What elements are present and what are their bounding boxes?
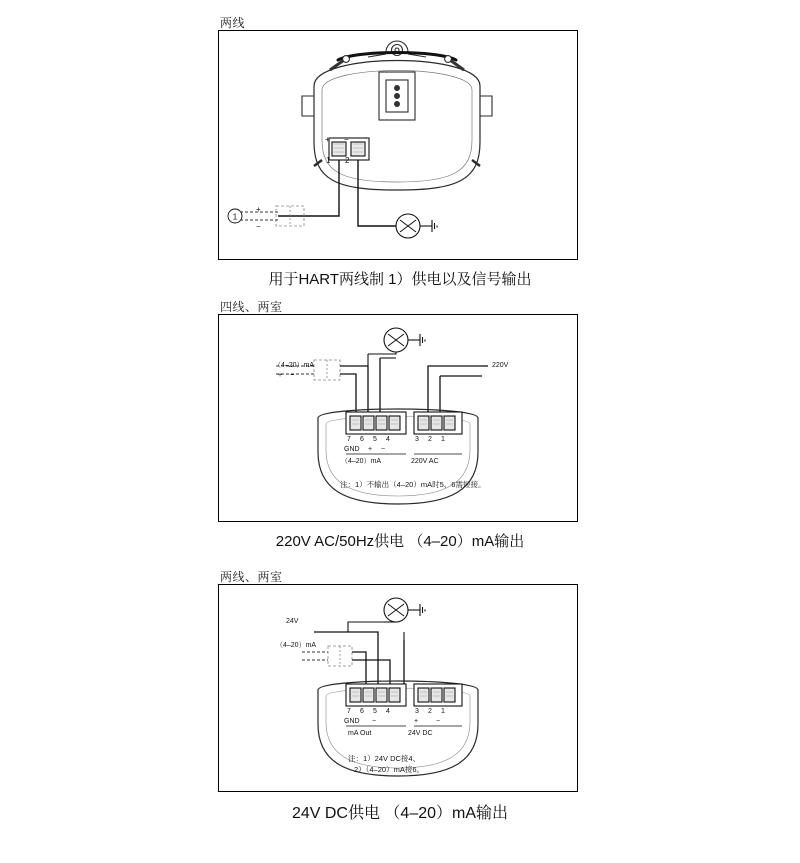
figure-caption: 220V AC/50Hz供电 （4–20）mA输出 [275, 533, 525, 550]
figure-24vdc [0, 562, 800, 852]
terminal-number-5: 5 [373, 436, 377, 443]
signal-range-label: （4–20）mA [276, 642, 317, 649]
terminal-plus-label: + [368, 446, 373, 453]
terminal-gnd-label: GND [344, 718, 360, 725]
figure-corner-label: 四线、两室 [220, 300, 283, 314]
terminal-number-2: 2 [428, 436, 432, 443]
terminal-number-1: 1 [441, 708, 445, 715]
supply-voltage-label: 220V [492, 362, 509, 369]
terminal-gnd-label: GND [344, 446, 360, 453]
signal-range-label: （4–20）mA [274, 362, 315, 369]
figure-note-line-1: 注：1）24V DC接4、 [348, 754, 421, 763]
figure-note: 注：1）不输出（4–20）mA时5、6需短接。 [340, 480, 486, 489]
terminal-number-6: 6 [360, 436, 364, 443]
terminal-number-2: 2 [345, 156, 350, 165]
terminal-number-1: 1 [441, 436, 445, 443]
group-label-220vac: 220V AC [411, 458, 439, 465]
terminal-minus-label-a: − [372, 718, 377, 725]
supply-voltage-label: 24V [286, 618, 299, 625]
terminal-number-1: 1 [326, 156, 331, 165]
figure-note-line-2: 2）（4–20）mA接6。 [354, 765, 425, 774]
wire-minus-label: − [290, 372, 295, 379]
terminal-number-3: 3 [415, 436, 419, 443]
terminal-number-6: 6 [360, 708, 364, 715]
figure-two-wire [0, 0, 800, 290]
group-label-ma: （4–20）mA [341, 458, 382, 465]
transmitter-housing-drawing [218, 30, 578, 260]
polarity-plus-label: + [325, 135, 330, 144]
terminal-number-2: 2 [428, 708, 432, 715]
wire-plus-label: + [256, 205, 261, 214]
figure-corner-label: 两线 [220, 16, 246, 30]
terminal-minus-label: − [381, 446, 386, 453]
terminal-minus-label-b: − [436, 718, 441, 725]
terminal-plus-label: + [414, 718, 419, 725]
figure-caption: 24V DC供电 （4–20）mA输出 [291, 805, 509, 822]
terminal-number-3: 3 [415, 708, 419, 715]
wire-plus-label: + [278, 372, 283, 379]
group-label-ma-out: mA Out [348, 730, 372, 737]
group-label-24vdc: 24V DC [408, 730, 433, 737]
figure-220vac [0, 292, 800, 560]
polarity-minus-label: − [344, 135, 349, 144]
terminal-number-5: 5 [373, 708, 377, 715]
terminal-number-4: 4 [386, 708, 390, 715]
terminal-number-4: 4 [386, 436, 390, 443]
terminal-number-7: 7 [347, 708, 351, 715]
wire-minus-label: − [256, 222, 261, 231]
figure-caption: 用于HART两线制 1）供电以及信号输出 [268, 271, 532, 288]
terminal-number-7: 7 [347, 436, 351, 443]
svg-text:1: 1 [232, 212, 238, 222]
figure-corner-label: 两线、两室 [220, 570, 283, 584]
